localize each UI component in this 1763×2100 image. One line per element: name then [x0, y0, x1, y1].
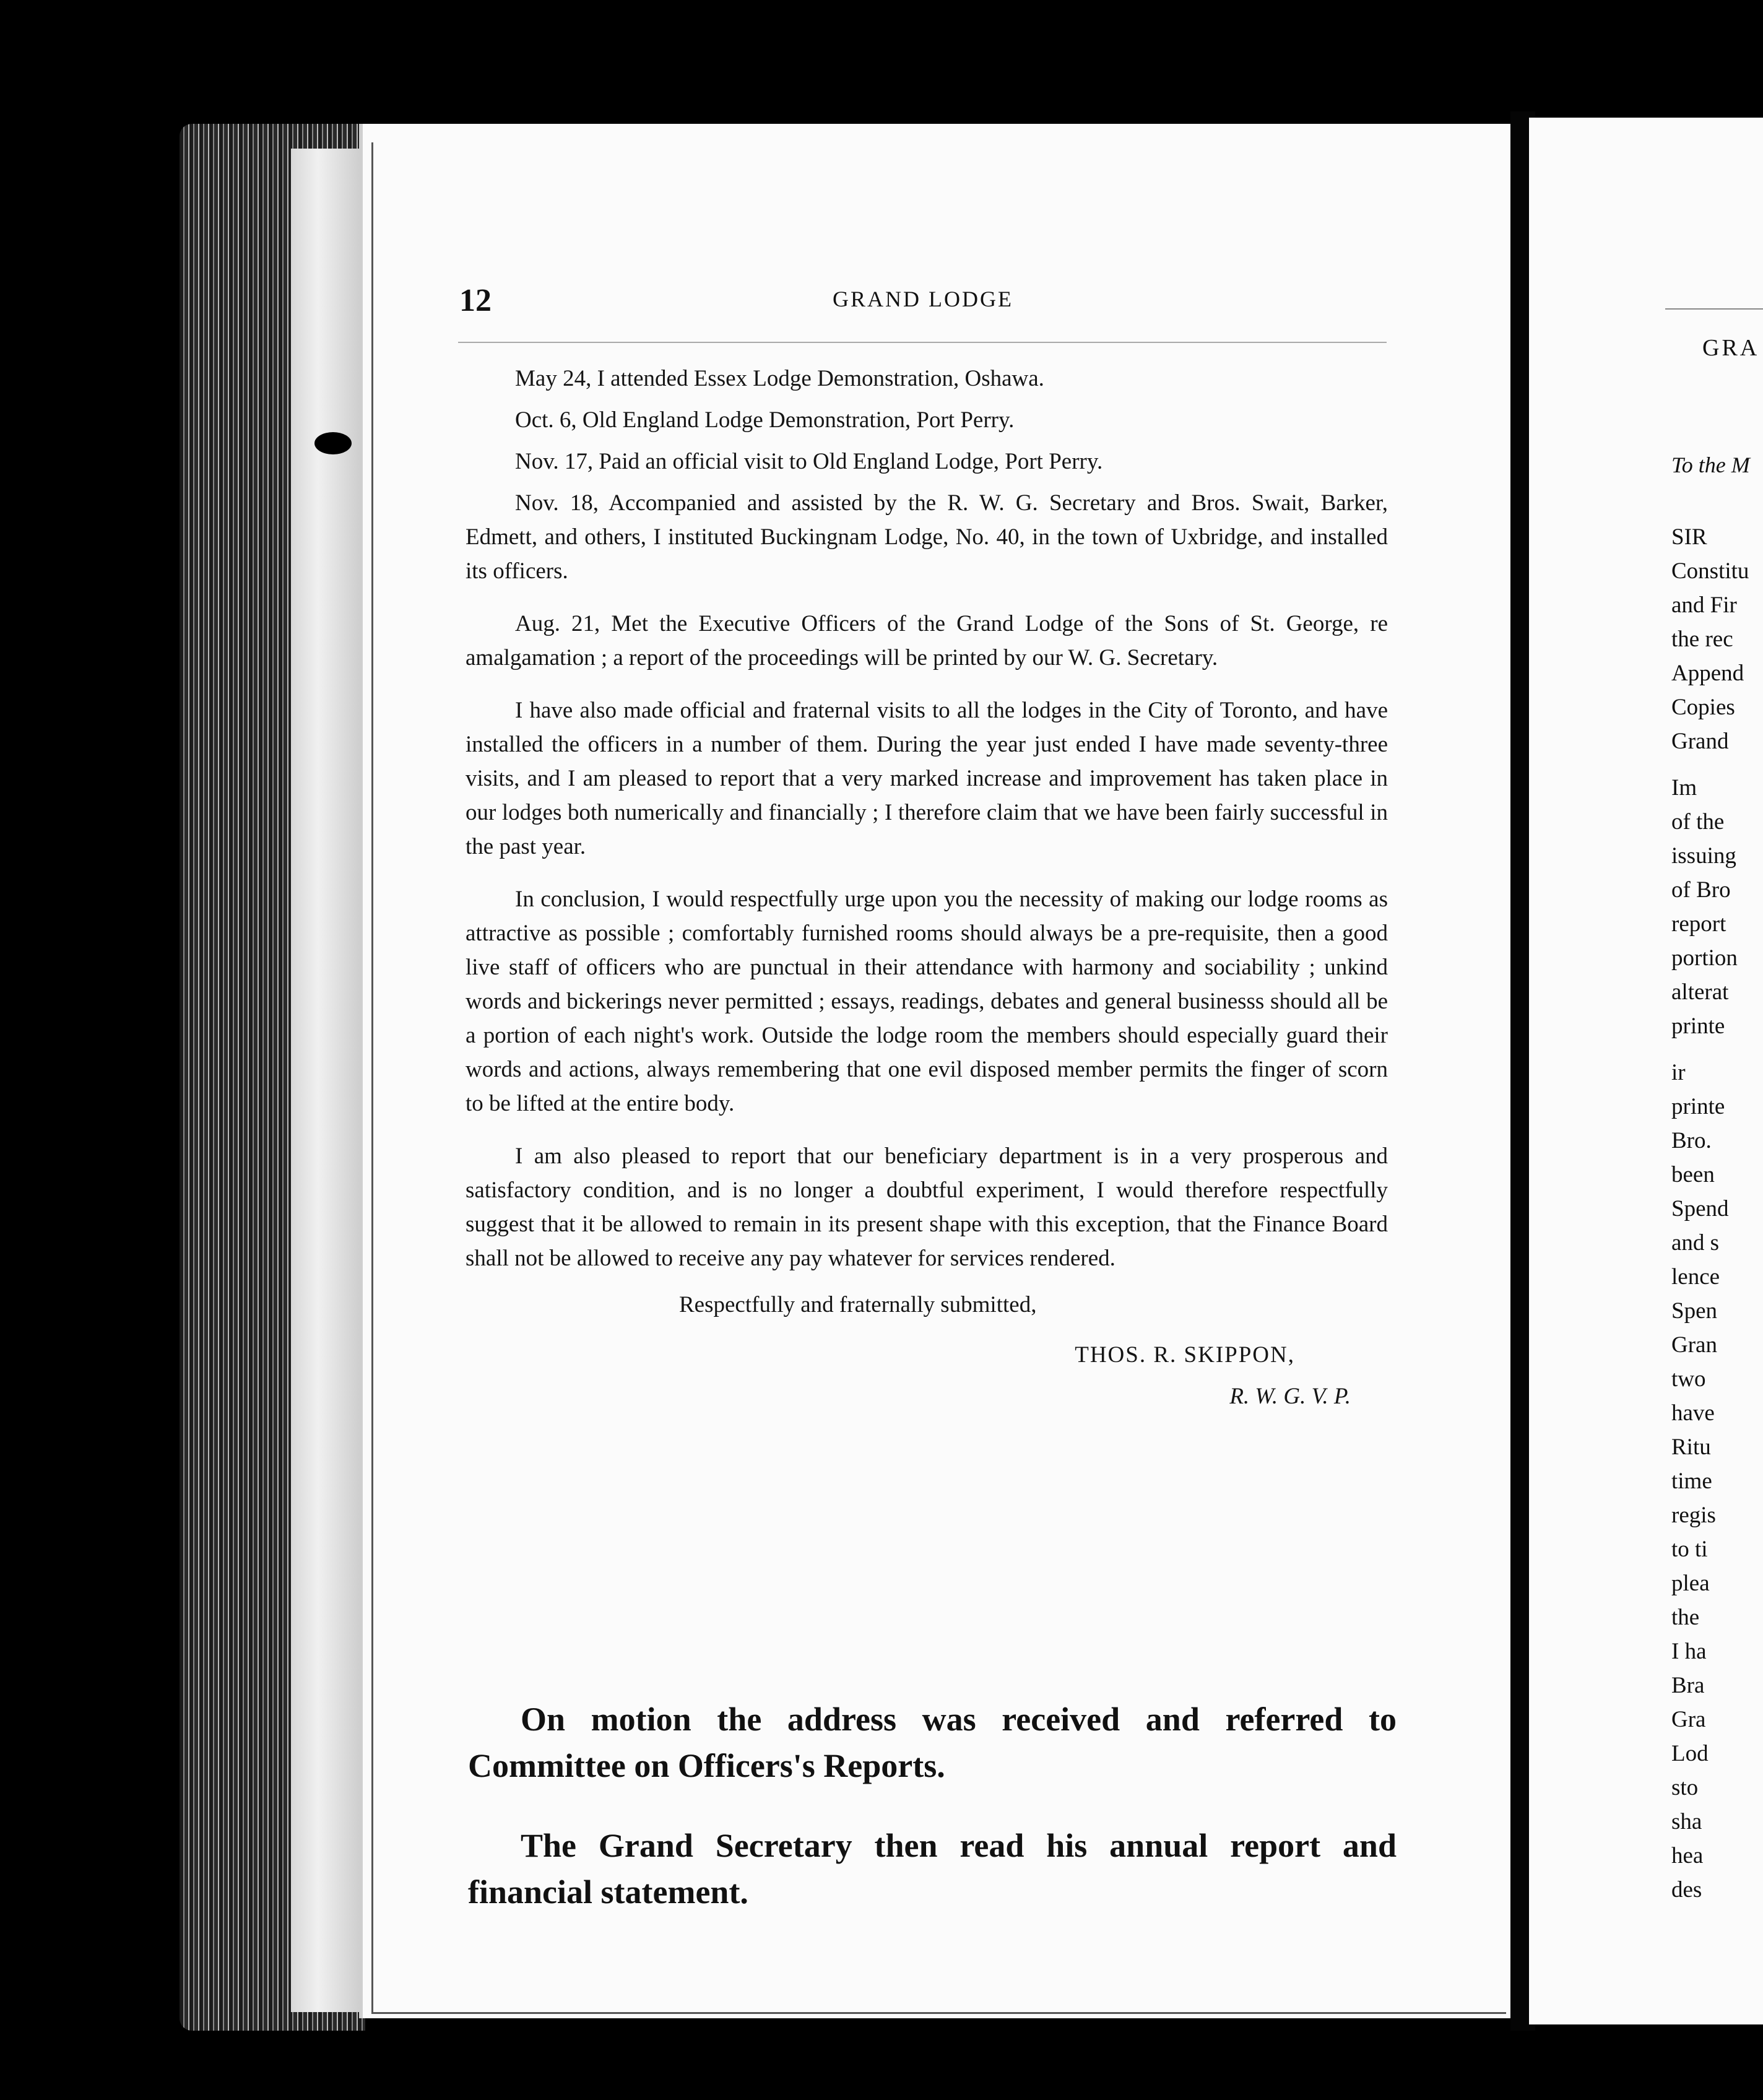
header-rule: [458, 342, 1387, 343]
right-page-line: and Fir: [1671, 592, 1737, 618]
right-page-line: Copies: [1671, 695, 1735, 720]
right-page-line: printe: [1671, 1013, 1725, 1039]
right-page-line: ir: [1671, 1060, 1686, 1085]
right-page-line: report: [1671, 911, 1726, 937]
right-page-line: printe: [1671, 1094, 1725, 1119]
right-page-line: hea: [1671, 1843, 1704, 1868]
right-page-line: have: [1671, 1400, 1715, 1426]
right-page-line: alterat: [1671, 979, 1729, 1005]
entry-may: May 24, I attended Essex Lodge Demonstration, Oshawa.: [515, 366, 1044, 391]
entry-nov-17: Nov. 17, Paid an official visit to Old England Lodge, Port Perry.: [515, 449, 1103, 474]
signature-title: R. W. G. V. P.: [1229, 1384, 1351, 1409]
paragraph-beneficiary: I am also pleased to report that our beneficiary department is in a very prosperous and satisfactory condition, and is no longer a doubtful experiment, I would therefore respectfully suggest that it be allowed to remain in its present shape with this exception, that the Finance Board shall not be allowed to receive any pay whatever for services rendered.: [466, 1143, 1388, 1271]
right-page-line: I ha: [1671, 1639, 1707, 1664]
right-page-line: issuing: [1671, 843, 1736, 869]
right-page-line: Gra: [1671, 1707, 1706, 1732]
right-page-line: Bro.: [1671, 1128, 1712, 1153]
paragraph-conclusion: In conclusion, I would respectfully urge upon you the necessity of making our lodge rooms as attractive as possible ; comfortably furnished rooms should always be a pre-requisite, then a good live staff of officers who are punctual in their attendance with harmony and sociability ; unkind words and bickerings never permitted ; essays, readings, debates and general businesss should all be a portion of each night's work. Outside the lodge room the members should especially guard their words and actions, always remembering that one evil disposed member permits the finger of scorn to be lifted at the entire body.: [466, 887, 1388, 1116]
motion-secretary: The Grand Secretary then read his annual report and financial statement.: [468, 1827, 1397, 1911]
right-page-line: Lod: [1671, 1741, 1709, 1766]
motions: [468, 1696, 1397, 1949]
page-number: 12: [459, 283, 492, 318]
right-page-line: Spen: [1671, 1298, 1717, 1324]
right-page-line: the rec: [1671, 627, 1733, 652]
entry-oct: Oct. 6, Old England Lodge Demonstration, Port Perry.: [515, 407, 1015, 433]
right-page-line: Grand: [1671, 729, 1729, 754]
right-page-line: been: [1671, 1162, 1715, 1187]
tab-marker: [314, 432, 352, 454]
right-page-line: Spend: [1671, 1196, 1729, 1221]
motion-address: On motion the address was received and referred to Committee on Officers's Reports.: [468, 1701, 1397, 1784]
right-page-line: des: [1671, 1877, 1702, 1903]
right-page-line: of Bro: [1671, 877, 1731, 903]
right-page-line: portion: [1671, 945, 1738, 971]
right-page-line: Ritu: [1671, 1434, 1711, 1460]
right-page-line: lence: [1671, 1264, 1720, 1290]
right-page-line: sha: [1671, 1809, 1702, 1834]
running-head: GRAND LODGE: [833, 287, 1013, 311]
right-page-line: plea: [1671, 1571, 1710, 1596]
right-page-line: Gran: [1671, 1332, 1717, 1358]
signature-name: THOS. R. SKIPPON,: [1075, 1342, 1295, 1368]
right-page-rule: [1665, 308, 1763, 310]
right-page-text: [1671, 520, 1763, 1907]
right-page-line: regis: [1671, 1503, 1716, 1528]
right-page-line: and s: [1671, 1230, 1720, 1256]
paragraph-visits: I have also made official and fraternal visits to all the lodges in the City of Toronto, and have installed the officers in a number of them. During the year just ended I have made seventy-three visits, and I am pleased to report that a very marked increase and improvement has taken place in our lodges both numerically and financially ; I therefore claim that we have been fairly successful in the past year.: [466, 698, 1388, 859]
entry-aug: Aug. 21, Met the Executive Officers of the Grand Lodge of the Sons of St. George, re amalgamation ; a report of the proceedings will be printed by our W. G. Secretary.: [466, 611, 1388, 670]
right-page-line: sto: [1671, 1775, 1699, 1800]
right-page-line: to ti: [1671, 1537, 1708, 1562]
right-page-head: GRA: [1702, 335, 1760, 361]
report-body: [466, 362, 1388, 1413]
right-page-salutation: To the M: [1671, 453, 1750, 477]
right-page-line: of the: [1671, 809, 1725, 835]
right-page-line: SIR: [1671, 524, 1707, 550]
right-page-line: Im: [1671, 775, 1697, 801]
right-page-line: time: [1671, 1469, 1712, 1494]
entry-nov-18: Nov. 18, Accompanied and assisted by the R. W. G. Secretary and Bros. Swait, Barker, Edmett, and others, I instituted Buckingnam Lodge, No. 40, in the town of Uxbridge, and installed its officers.: [466, 490, 1388, 584]
right-page-line: Constitu: [1671, 558, 1749, 584]
right-page-line: Bra: [1671, 1673, 1705, 1698]
right-page-line: two: [1671, 1366, 1706, 1392]
right-page-line: the: [1671, 1605, 1700, 1630]
page-block-inner: [291, 149, 359, 2012]
signoff: Respectfully and fraternally submitted,: [679, 1292, 1037, 1317]
right-page-line: Append: [1671, 661, 1744, 686]
